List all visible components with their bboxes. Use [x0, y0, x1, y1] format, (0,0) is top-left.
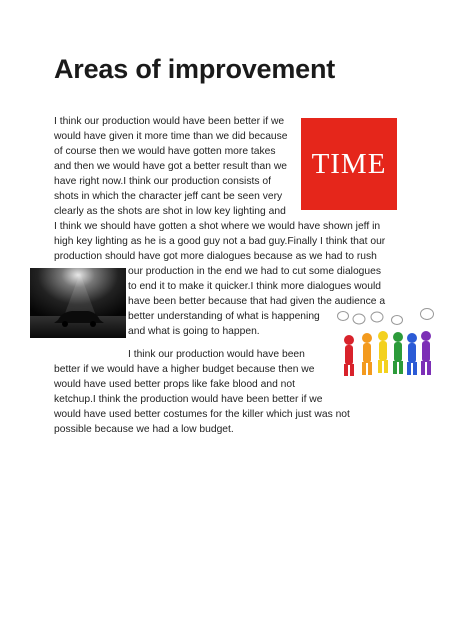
- text-line: of course then we would have gotten more takes: [54, 146, 276, 157]
- text-line: I think our production would have been: [128, 349, 305, 360]
- text-line: possible because we had a low budget.: [54, 424, 234, 435]
- text-line: and then we would have got a better result than we: [54, 161, 287, 172]
- text-line: production should have got more dialogues because as we had to rush: [54, 251, 377, 262]
- text-line: have been better because that had given the audience a: [128, 296, 386, 307]
- text-line: clearly as the shots are shot in low key lighting and: [54, 206, 286, 217]
- text-line: to end it to make it quicker.I think more dialogues would: [128, 281, 381, 292]
- text-line: ketchup.I think the production would have been better if we: [54, 394, 323, 405]
- time-logo-image: [301, 118, 397, 210]
- text-line: I think our production would have been better if we: [54, 116, 285, 127]
- text-line: would have used better costumes for the killer which just was not: [54, 409, 350, 420]
- text-line: have right now.I think our production consists of: [54, 176, 271, 187]
- text-line: would have used better props like fake blood and not: [54, 379, 295, 390]
- speech-bubble-people-clipart: [337, 307, 437, 379]
- time-logo-text: TIME: [311, 147, 387, 180]
- text-line: I think we should have gotten a shot where we would have shown jeff in: [54, 221, 381, 232]
- text-line: our production in the end we had to cut some dialogues: [128, 266, 382, 277]
- text-line: shots in which the character jeff cant be seen very: [54, 191, 283, 202]
- text-line: better if we would have a higher budget because then we: [54, 364, 315, 375]
- text-line: high key lighting as he is a good guy not a bad guy.Finally I think that our: [54, 236, 386, 247]
- text-line: and what is going to happen.: [128, 326, 260, 337]
- car-at-night-photo: [30, 268, 126, 338]
- page-title: Areas of improvement: [54, 54, 336, 84]
- text-line: would have given it more time than we did because: [54, 131, 288, 142]
- text-line: better understanding of what is happening: [128, 311, 320, 322]
